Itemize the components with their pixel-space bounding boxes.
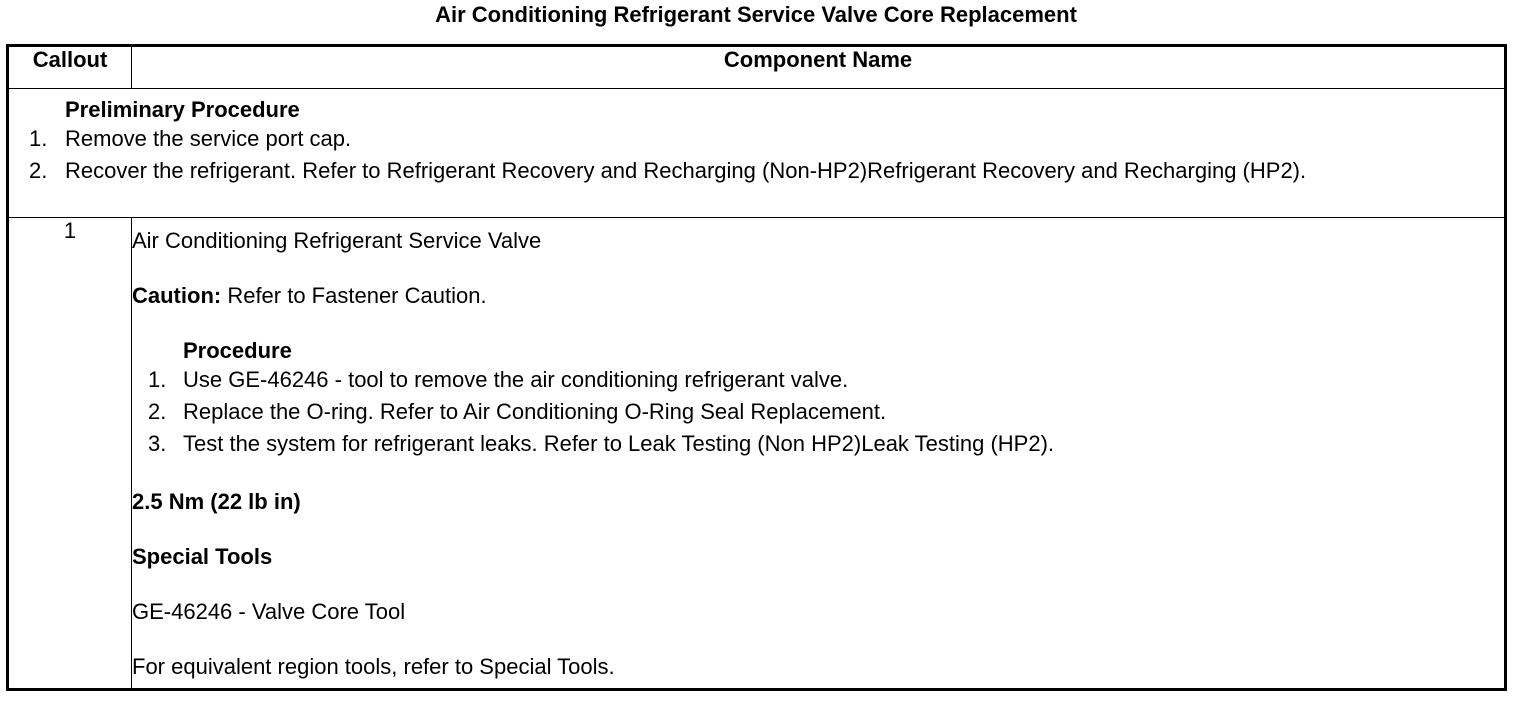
procedure-heading: Procedure <box>183 338 292 363</box>
special-tools-heading: Special Tools <box>132 544 273 569</box>
equivalent-tools-note: For equivalent region tools, refer to Special Tools. <box>132 654 615 679</box>
step-text: Use GE-46246 - tool to remove the air conditioning refrigerant valve. <box>183 367 849 392</box>
list-item <box>132 396 1504 428</box>
preliminary-steps-list <box>9 123 1504 187</box>
preliminary-row <box>8 89 1506 218</box>
step-text: Remove the service port cap. <box>65 126 352 151</box>
caution-note <box>132 283 1504 309</box>
document-title: Air Conditioning Refrigerant Service Valve Core Replacement <box>435 2 1077 27</box>
component-table <box>6 44 1507 691</box>
procedure-steps-list <box>132 364 1504 460</box>
caution-text: Refer to Fastener Caution. <box>221 283 487 308</box>
callout-number: 1 <box>8 218 132 690</box>
step-text: Recover the refrigerant. Refer to Refrigerant Recovery and Recharging (Non-HP2)Refrigerant Recovery and Recharging (HP2). <box>65 158 1307 183</box>
list-item <box>9 123 1504 155</box>
table-row <box>8 218 1506 690</box>
step-number: 2. <box>148 399 167 424</box>
callout-column-header: Callout <box>8 46 132 89</box>
step-number: 1. <box>29 126 48 151</box>
caution-label: Caution: <box>132 283 222 308</box>
list-item <box>132 428 1504 460</box>
step-number: 3. <box>148 431 167 456</box>
torque-spec: 2.5 Nm (22 lb in) <box>132 489 301 514</box>
step-number: 2. <box>29 158 48 183</box>
component-details-cell <box>132 218 1506 690</box>
special-tool-item: GE-46246 - Valve Core Tool <box>132 599 406 624</box>
component-name: Air Conditioning Refrigerant Service Valve <box>132 228 542 253</box>
list-item <box>132 364 1504 396</box>
step-number: 1. <box>148 367 167 392</box>
step-text: Replace the O-ring. Refer to Air Conditioning O-Ring Seal Replacement. <box>183 399 887 424</box>
preliminary-procedure-cell <box>8 89 1506 218</box>
header-row <box>8 46 1506 89</box>
component-name-column-header: Component Name <box>132 46 1506 89</box>
list-item <box>9 155 1504 187</box>
preliminary-procedure-heading: Preliminary Procedure <box>65 97 300 122</box>
step-text: Test the system for refrigerant leaks. Refer to Leak Testing (Non HP2)Leak Testing (HP2). <box>183 431 1055 456</box>
